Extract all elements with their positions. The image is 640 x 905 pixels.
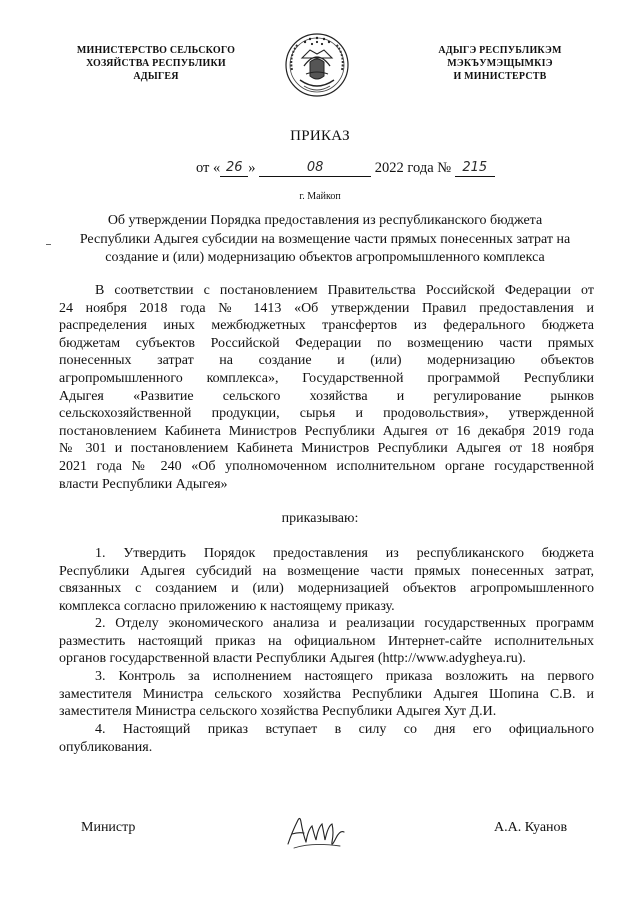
preamble-line: власти Республики Адыгея» xyxy=(59,476,228,492)
date-month: 08 xyxy=(259,160,371,177)
preamble-line: В соответствии с постановлением Правительства Российской Федерации от xyxy=(95,283,594,298)
signatory-position: Министр xyxy=(81,820,136,835)
item-line: заместителя Министра сельского хозяйства Республики Адыгея Хут Д.И. xyxy=(59,704,497,720)
document-title: ПРИКАЗ xyxy=(290,128,350,144)
item-line: Республики Адыгея субсидий на возмещение части прямых понесенных затрат, xyxy=(59,563,594,579)
ministry-name-ady-line: АДЫГЭ РЕСПУБЛИКЭМ xyxy=(438,45,562,56)
date-prefix: от « xyxy=(196,160,221,176)
ministry-name-ady-line: И МИНИСТЕРСТВ xyxy=(453,71,547,82)
preamble-paragraph xyxy=(59,282,594,493)
subject-line: Республики Адыгея субсидии на возмещение части прямых понесенных затрат на xyxy=(79,231,571,247)
item-line: комплекса согласно приложению к настоящему приказу. xyxy=(59,598,395,614)
order-item-3 xyxy=(59,668,594,721)
preamble-line: распределения иных межбюджетных трансфертов из федерального бюджета xyxy=(59,318,594,334)
item-line: заместителя Министра сельского хозяйства Республики Адыгея Шопина С.В. и xyxy=(59,686,594,702)
handwritten-signature-icon xyxy=(282,812,352,852)
ministry-name-ru-line: МИНИСТЕРСТВО СЕЛЬСКОГО xyxy=(76,45,236,56)
preamble-line: 24 ноября 2018 года № 1413 «Об утверждении Правил предоставления и xyxy=(59,300,594,316)
ministry-name-ru xyxy=(66,44,246,83)
ministry-name-ady-line: МЭКЪУМЭЩЫМКІЭ xyxy=(447,58,553,69)
preamble-line: 2021 года № 240 «Об уполномоченном исполнительном органе государственной xyxy=(59,458,594,474)
scan-mark xyxy=(46,244,51,245)
preamble-line: агропромышленного комплекса», Государственной программой Республики xyxy=(59,370,594,386)
order-item-2 xyxy=(59,615,594,668)
preamble-line: бюджетам субъектов Российской Федерации по возмещению части прямых xyxy=(59,335,594,351)
ministry-name-ru-line: ХОЗЯЙСТВА РЕСПУБЛИКИ xyxy=(86,58,226,69)
ministry-name-ru-line: АДЫГЕЯ xyxy=(133,71,179,82)
preamble-line: сельскохозяйственной продукции, сырья и продовольствия», утвержденной xyxy=(59,406,594,422)
order-word: приказываю: xyxy=(281,511,359,526)
date-mid: » xyxy=(248,160,256,176)
order-number: 215 xyxy=(455,160,495,177)
preamble-line: № 301 и постановлением Кабинета Министров Республики Адыгея от 18 ноября xyxy=(59,441,594,457)
order-item-4 xyxy=(59,721,594,756)
adygea-coat-of-arms-icon xyxy=(284,30,350,100)
item-line: органов государственной власти Республики Адыгея (http://www.adygheya.ru). xyxy=(59,651,526,667)
preamble-line: Адыгея «Развитие сельского хозяйства и регулирование рынков xyxy=(59,388,594,404)
order-dateline xyxy=(196,160,495,177)
ministry-name-ady xyxy=(410,44,590,83)
subject-line: Об утверждении Порядка предоставления из республиканского бюджета xyxy=(107,213,543,228)
item-line: 3. Контроль за исполнением настоящего приказа возложить на первого xyxy=(95,669,594,684)
subject-line: создание и (или) модернизацию объектов агропромышленного комплекса xyxy=(105,250,545,265)
item-line: связанных с созданием и (или) модернизацией объектов агропромышленного xyxy=(59,581,594,597)
order-subject xyxy=(60,212,590,268)
order-item-1 xyxy=(59,545,594,615)
item-line: 1. Утвердить Порядок предоставления из республиканского бюджета xyxy=(95,546,594,561)
item-line: опубликования. xyxy=(59,739,153,755)
signatory-name: А.А. Куанов xyxy=(494,820,568,835)
city-label: г. Майкоп xyxy=(299,191,341,202)
preamble-line: постановлением Кабинета Министров Республики Адыгея от 16 декабря 2019 года xyxy=(59,423,594,439)
item-line: 4. Настоящий приказ вступает в силу со дня его официального xyxy=(95,722,594,737)
date-day: 26 xyxy=(220,160,248,177)
preamble-line: понесенных затрат на создание и (или) модернизацию объектов xyxy=(59,353,594,369)
item-line: 2. Отделу экономического анализа и реализации государственных программ xyxy=(95,616,594,631)
date-year: 2022 года № xyxy=(374,160,452,176)
item-line: разместить настоящий приказ на официальном Интернет-сайте исполнительных xyxy=(59,633,594,649)
